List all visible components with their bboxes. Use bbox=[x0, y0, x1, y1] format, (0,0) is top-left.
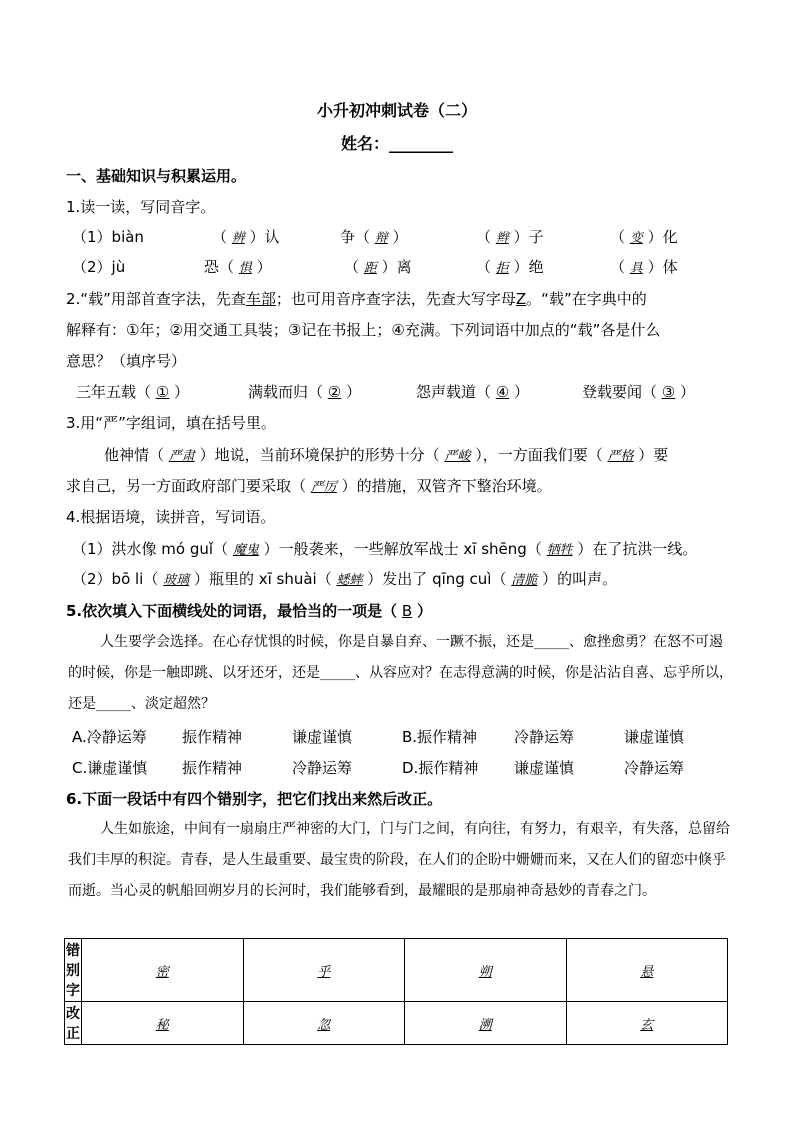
answer: 辩 bbox=[374, 231, 388, 246]
answer: 辨 bbox=[231, 231, 245, 246]
q1-row1-item: （ 辨 ）认 bbox=[212, 228, 280, 246]
option-cell: 谦虚谨慎 bbox=[624, 728, 685, 746]
q3-stem: 3.用“严”字组词，填在括号里。 bbox=[66, 414, 276, 432]
option-cell: 冷静运筹 bbox=[292, 759, 353, 777]
answer: 距 bbox=[363, 261, 377, 276]
q1-row2-item: 恐（ 惧 ） bbox=[204, 258, 272, 276]
answer: B bbox=[401, 602, 413, 620]
q1-row1-label: （1）biàn bbox=[72, 228, 144, 246]
q1-row2-item: （ 具 ）体 bbox=[610, 258, 678, 276]
q5-passage: 人生要学会选择。在心存忧惧的时候，你是自暴自弃、一蹶不振，还是_____、愈挫愈勇？在怒不可遏的时候，你是一触即跳、以牙还牙，还是_____、从容应对？在志得意满的时候，你是沾沾自喜、忘乎所以，还是_____、淡定超然？ bbox=[68, 634, 733, 712]
name-line: 姓名：________ bbox=[340, 134, 453, 153]
option-cell: 冷静运筹 bbox=[624, 759, 685, 777]
answer: 严格 bbox=[607, 449, 634, 464]
q1-stem: 1.读一读，写同音字。 bbox=[66, 198, 216, 216]
table-cell: 玄 bbox=[566, 1002, 728, 1045]
answer: 车部 bbox=[245, 290, 276, 308]
answer: ③ bbox=[661, 383, 676, 401]
option-cell: 振作精神 bbox=[182, 728, 243, 746]
table-row bbox=[65, 1002, 728, 1045]
q2-item: 登载要闻（ ③ ） bbox=[582, 383, 696, 401]
q3-line1: 他神情（ 严肃 ）地说，当前环境保护的形势十分（ 严峻 ），一方面我们要（ 严格 ）要 bbox=[104, 446, 669, 464]
answer: 具 bbox=[629, 261, 643, 276]
q4-line2: （2）bō li（ 玻璃 ）瓶里的 xī shuài（ 蟋蟀 ）发出了 qīng cuì（ 清脆 ）的叫声。 bbox=[72, 570, 618, 588]
page-title: 小升初冲刺试卷（二） bbox=[316, 101, 477, 120]
q1-row1-item: 争（ 辩 ） bbox=[340, 228, 408, 246]
option-cell: D.振作精神 bbox=[402, 759, 479, 777]
answer: 惧 bbox=[238, 261, 252, 276]
option-cell: B.振作精神 bbox=[402, 728, 478, 746]
answer: 蟋蟀 bbox=[336, 573, 363, 588]
table-header-cell: 改正 bbox=[65, 1002, 82, 1045]
q6-passage: 人生如旅途，中间有一扇扇庄严神密的大门，门与门之间，有向往，有努力，有艰辛，有失落，总留给我们丰厚的积淀。青春，是人生最重要、最宝贵的阶段，在人们的企盼中姗姗而来，又在人们的留恋中倏乎而逝。当心灵的帆船回朔岁月的长河时，我们能够看到，最耀眼的是那扇神奇悬妙的青春之门。 bbox=[68, 821, 730, 899]
q1-row2-item: （ 拒 ）绝 bbox=[476, 258, 544, 276]
correction-table bbox=[64, 938, 728, 1045]
table-header-cell: 错别字 bbox=[65, 939, 82, 1002]
q4-line1: （1）洪水像 mó guǐ（ 魔鬼 ）一般袭来，一些解放军战士 xī shēng（ 牺牲 ）在了抗洪一线。 bbox=[72, 540, 698, 558]
answer: Z bbox=[515, 290, 527, 308]
q2-item: 怨声载道（ ④ ） bbox=[416, 383, 530, 401]
q3-line2: 求自己，另一方面政府部门要采取（ 严厉 ）的措施，双管齐下整治环境。 bbox=[66, 477, 552, 495]
q4-stem: 4.根据语境，读拼音，写词语。 bbox=[66, 508, 276, 526]
option-cell: 谦虚谨慎 bbox=[292, 728, 353, 746]
answer: ② bbox=[327, 383, 342, 401]
q2-line3: 意思？（填序号） bbox=[66, 352, 187, 370]
table-cell: 密 bbox=[82, 939, 244, 1002]
q1-row2-label: （2）jù bbox=[72, 258, 126, 276]
q2-item: 三年五载（ ① ） bbox=[76, 383, 190, 401]
answer: 玻璃 bbox=[163, 573, 190, 588]
answer: 变 bbox=[629, 231, 643, 246]
q1-row1-item: （ 辫 ）子 bbox=[476, 228, 544, 246]
q1-row1-item: （ 变 ）化 bbox=[610, 228, 678, 246]
table-cell: 溯 bbox=[405, 1002, 567, 1045]
answer: 辫 bbox=[495, 231, 509, 246]
q6-stem: 6.下面一段话中有四个错别字，把它们找出来然后改正。 bbox=[66, 790, 443, 808]
answer: 严峻 bbox=[444, 449, 471, 464]
option-cell: C.谦虚谨慎 bbox=[72, 759, 148, 777]
answer: 严肃 bbox=[168, 449, 195, 464]
table-cell: 忽 bbox=[243, 1002, 405, 1045]
answer: 严厉 bbox=[310, 480, 337, 495]
q1-row2-item: （ 距 ）离 bbox=[344, 258, 412, 276]
table-cell: 秘 bbox=[82, 1002, 244, 1045]
option-cell: 振作精神 bbox=[182, 759, 243, 777]
answer: ④ bbox=[495, 383, 510, 401]
table-cell: 朔 bbox=[405, 939, 567, 1002]
answer: 清脆 bbox=[511, 573, 538, 588]
option-cell: A.冷静运筹 bbox=[72, 728, 147, 746]
answer: 牺牲 bbox=[546, 543, 573, 558]
q2-line2: 解释有：①年；②用交通工具装；③记在书报上；④充满。下列词语中加点的“载”各是什么 bbox=[66, 321, 661, 339]
table-row bbox=[65, 939, 728, 1002]
answer: ① bbox=[155, 383, 170, 401]
table-cell: 乎 bbox=[243, 939, 405, 1002]
answer: 拒 bbox=[495, 261, 509, 276]
table-cell: 悬 bbox=[566, 939, 728, 1002]
q2-item: 满载而归（ ② ） bbox=[248, 383, 362, 401]
answer: 魔鬼 bbox=[232, 543, 259, 558]
option-cell: 谦虚谨慎 bbox=[514, 759, 575, 777]
section-heading: 一、基础知识与积累运用。 bbox=[66, 167, 247, 185]
q5-stem: 5.依次填入下面横线处的词语，最恰当的一项是（ B ） bbox=[66, 602, 433, 620]
q2-line1: 2.“载”用部首查字法，先查车部；也可用音序查字法，先查大写字母Z。“载”在字典中的 bbox=[66, 290, 647, 308]
option-cell: 冷静运筹 bbox=[514, 728, 575, 746]
